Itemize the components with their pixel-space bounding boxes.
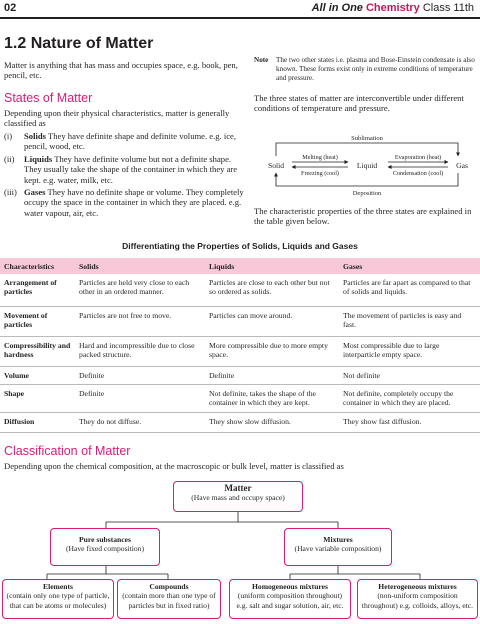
note-text: The two other states i.e. plasma and Bose-Einstein condensate is also known. These forms exist only in extreme conditions of temperature and pressure. [276, 56, 475, 82]
characteristics-paragraph: The characteristic properties of the three states are explained in the table given below. [254, 206, 472, 227]
table-row [0, 366, 480, 384]
table-cell: Not definite [339, 366, 480, 384]
matter-title: Matter [224, 483, 252, 493]
table-cell: Most compressible due to large interparticle empty space. [339, 336, 480, 366]
mixtures-title: Mixtures [323, 535, 353, 544]
states-lead: Depending upon their physical characteristics, matter is generally classified as [4, 108, 230, 129]
table-cell: Volume [0, 366, 75, 384]
col-header-gases: Gases [339, 258, 480, 274]
brand-subject: Chemistry [365, 2, 420, 14]
col-header-characteristics: Characteristics [0, 258, 75, 274]
brand-logo: All in One [311, 2, 363, 14]
freezing-label: Freezing (cool) [301, 170, 339, 177]
col-header-solids: Solids [75, 258, 205, 274]
mixtures-subtitle: (Have variable composition) [294, 544, 382, 554]
table-title: Differentiating the Properties of Solids, Liquids and Gases [122, 241, 358, 251]
note-label: Note [254, 56, 269, 64]
table-cell: The movement of particles is easy and fast. [339, 306, 480, 336]
classification-lead: Depending upon the chemical composition, at the macroscopic or bulk level, matter is classified as [4, 461, 344, 471]
state-cycle-diagram [262, 128, 474, 200]
table-cell: They show slow diffusion. [205, 412, 339, 432]
table-cell: Definite [205, 366, 339, 384]
table-row [0, 336, 480, 366]
table-cell: Shape [0, 384, 75, 412]
table-cell: Definite [75, 366, 205, 384]
table-cell: Movement of particles [0, 306, 75, 336]
states-heading: States of Matter [4, 91, 93, 105]
state-item-gases: (iii) Gases They have no definite shape or volume. They completely occupy the space in the container in which they are placed. e.g. water vapour, air, etc. [4, 187, 244, 218]
table-row [0, 306, 480, 336]
matter-box [173, 481, 303, 512]
state-item-solids: (i) Solids They have definite shape and definite volume. e.g. ice, pencil, wood, etc. [4, 131, 237, 152]
evaporation-label: Evaporation (heat) [394, 154, 442, 161]
table-cell: They do not diffuse. [75, 412, 205, 432]
mixtures-box [284, 528, 392, 566]
table-row [0, 384, 480, 412]
state-item-liquids: (ii) Liquids They have definite volume but not a definite shape. They usually take the shape of the container in which they are kept. e.g. water, milk, etc. [4, 153, 238, 185]
section-title: 1.2 Nature of Matter [4, 35, 154, 52]
states-list [4, 131, 244, 218]
compounds-title: Compounds [149, 582, 189, 591]
homogeneous-title: Homogeneous mixtures [251, 582, 328, 591]
table-cell: Particles can move around. [205, 306, 339, 336]
compounds-box [117, 579, 221, 619]
elements-box [2, 579, 114, 619]
melting-label: Melting (heat) [302, 154, 338, 161]
table-cell: Particles are far apart as compared to that of solids and liquids. [339, 274, 480, 306]
header-rule [0, 17, 480, 19]
deposition-label: Deposition [352, 190, 382, 197]
homogeneous-subtitle: (uniform composition throughout) e.g. salt and sugar solution, air, etc. [236, 591, 344, 610]
table-cell: Diffusion [0, 412, 75, 432]
table-cell: Not definite, takes the shape of the container in which they are kept. [205, 384, 339, 412]
brand-class: Class 11th [422, 2, 474, 14]
sublimation-label: Sublimation [351, 135, 383, 142]
node-gas: Gas [456, 161, 468, 170]
condensation-label: Condensation (cool) [392, 170, 444, 177]
table-row [0, 412, 480, 432]
node-solid: Solid [267, 161, 285, 170]
table-cell: Particles are not free to move. [75, 306, 205, 336]
pure-substances-box [50, 528, 160, 566]
table-header-row [0, 258, 480, 274]
heterogeneous-title: Heterogeneous mixtures [378, 582, 457, 591]
properties-table [0, 258, 480, 433]
interconvert-paragraph: The three states of matter are interconvertible under different conditions of temperature and pressure. [254, 93, 464, 114]
matter-subtitle: (Have mass and occupy space) [191, 493, 285, 503]
table-cell: Particles are close to each other but not so ordered as solids. [205, 274, 339, 306]
table-cell: Compressibility and hardness [0, 336, 75, 366]
heterogeneous-subtitle: (non-uniform composition throughout) e.g. colloids, alloys, etc. [361, 591, 474, 610]
compounds-subtitle: (contain more than one type of particles but in fixed ratio) [122, 591, 216, 610]
pure-substances-subtitle: (Have fixed composition) [65, 544, 145, 554]
classification-heading: Classification of Matter [4, 444, 131, 458]
note-box [254, 56, 476, 83]
book-brand [312, 2, 474, 14]
col-header-liquids: Liquids [205, 258, 339, 274]
table-cell: Not definite, completely occupy the container in which they are placed. [339, 384, 480, 412]
page-number: 02 [4, 2, 17, 14]
table-cell: Particles are held very close to each other in an ordered manner. [75, 274, 205, 306]
intro-paragraph: Matter is anything that has mass and occupies space, e.g. book, pen, pencil, etc. [4, 60, 238, 81]
table-cell: Arrangement of particles [0, 274, 75, 306]
homogeneous-box [229, 579, 351, 619]
elements-subtitle: (contain only one type of particle, that can be atoms or molecules) [6, 591, 110, 610]
elements-title: Elements [43, 582, 73, 591]
node-liquid: Liquid [356, 161, 378, 170]
heterogeneous-box [357, 579, 478, 619]
table-cell: They show fast diffusion. [339, 412, 480, 432]
table-cell: Definite [75, 384, 205, 412]
table-cell: Hard and incompressible due to close packed structure. [75, 336, 205, 366]
table-row [0, 274, 480, 306]
table-cell: More compressible due to more empty space. [205, 336, 339, 366]
pure-substances-title: Pure substances [79, 535, 131, 544]
